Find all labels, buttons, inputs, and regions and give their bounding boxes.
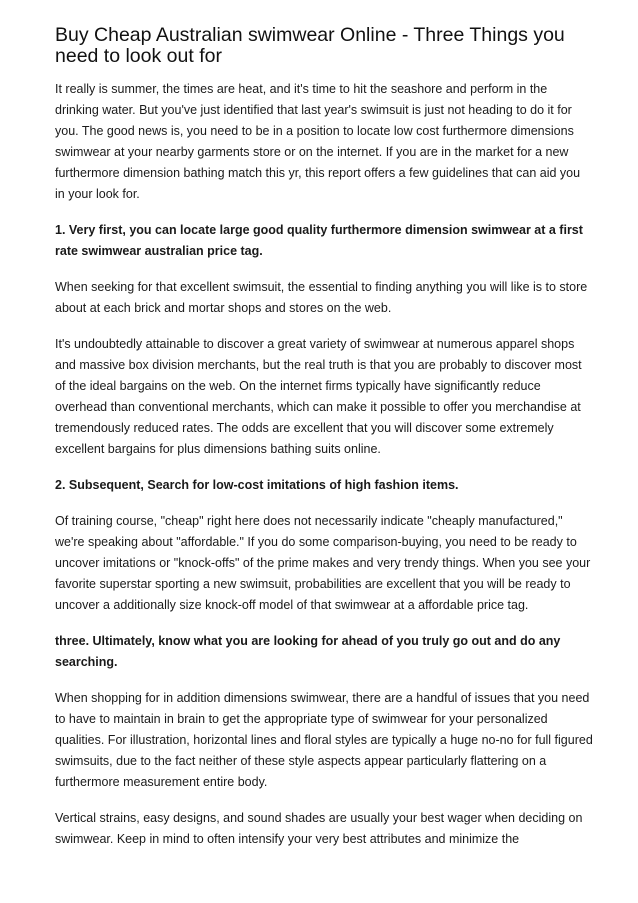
- paragraph-intro: It really is summer, the times are heat, and it's time to hit the seashore and perform in the drinking water. But you've just identified that last year's swimsuit is just not heading to do it for you. The good news is, you need to be in a position to locate low cost furthermore dimensions swimwear at your nearby garments store or on the internet. If you are in the market for a new furthermore dimension bathing match this yr, this report offers a few guidelines that can aid you in your look for.: [55, 82, 581, 201]
- document-title: Buy Cheap Australian swimwear Online - Three Things you need to look out for: [55, 24, 565, 67]
- paragraph-truncated: Vertical strains, easy designs, and sound shades are usually your best wager when deciding on swimwear. Keep in mind to often intensify your very best attributes and minimize the: [55, 811, 583, 846]
- section-heading-3: three. Ultimately, know what you are looking for ahead of you truly go out and do any searching.: [55, 634, 561, 669]
- section-heading-2: 2. Subsequent, Search for low-cost imitations of high fashion items.: [55, 478, 459, 492]
- paragraph: When seeking for that excellent swimsuit, the essential to finding anything you will like is to store about at each brick and mortar shops and stores on the web.: [55, 280, 588, 315]
- document-page: [55, 25, 593, 865]
- paragraph: It's undoubtedly attainable to discover a great variety of swimwear at numerous apparel shops and massive box division merchants, but the real truth is that you are probably to discover most of the ideal bargains on the web. On the internet firms typically have significantly reduce overhead than conventional merchants, which can make it possible to offer you merchandise at tremendously reduced rates. The odds are excellent that you will discover some extremely excellent bargains for plus dimensions bathing suits online.: [55, 337, 582, 456]
- section-heading-1: 1. Very first, you can locate large good quality furthermore dimension swimwear at a first rate swimwear australian price tag.: [55, 223, 583, 258]
- paragraph: When shopping for in addition dimensions swimwear, there are a handful of issues that you need to have to maintain in brain to get the appropriate type of swimwear for your personalized qualities. For illustration, horizontal lines and floral styles are typically a huge no-no for full figured swimsuits, due to the fact neither of these style aspects appear particularly flattering on a furthermore measurement entire body.: [55, 691, 593, 789]
- paragraph: Of training course, "cheap" right here does not necessarily indicate "cheaply manufactured," we're speaking about "affordable." If you do some comparison-buying, you need to be ready to uncover imitations or "knock-offs" of the prime makes and very trendy things. When you see your favorite superstar sporting a new swimsuit, probabilities are excellent that you will be ready to uncover a additionally size knock-off model of that swimwear at a affordable price tag.: [55, 514, 591, 612]
